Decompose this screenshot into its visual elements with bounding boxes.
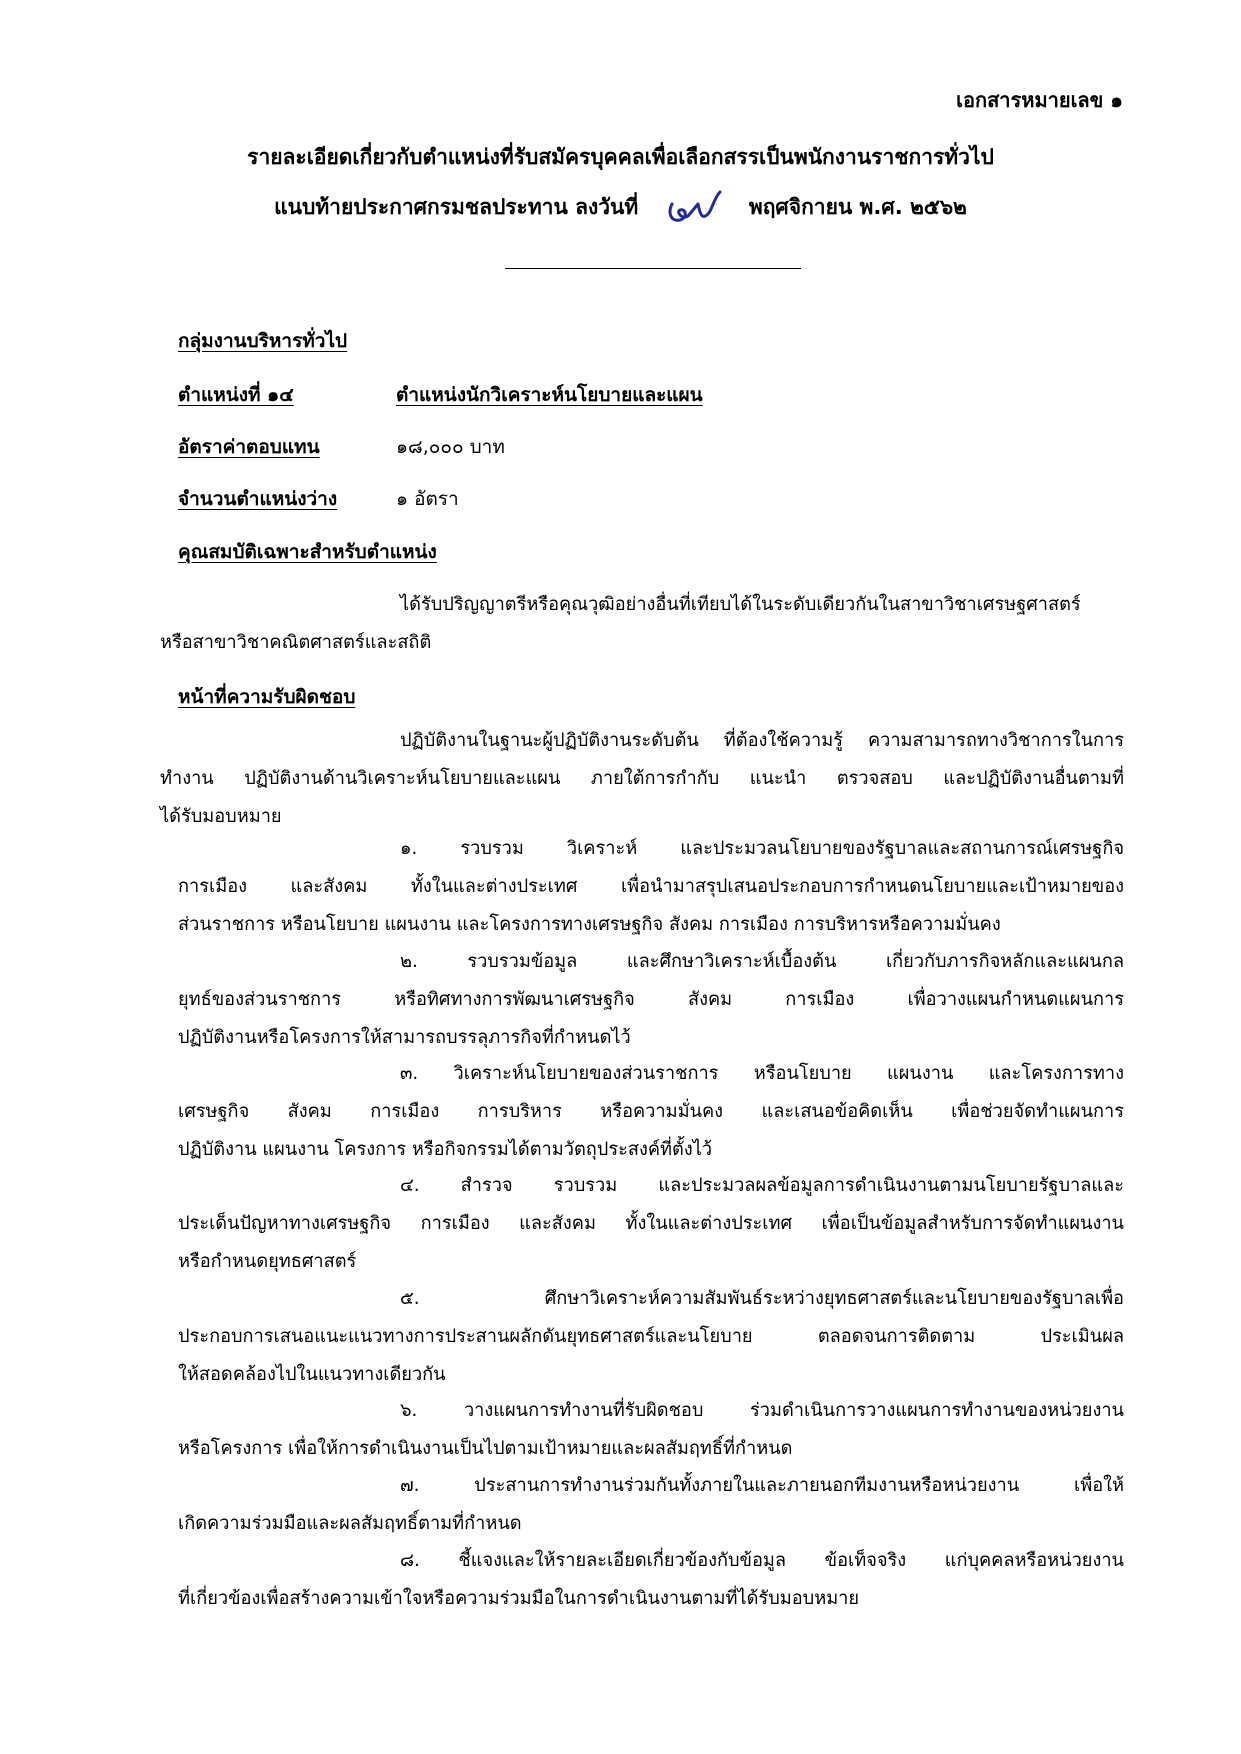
duty-item-1 <box>178 830 1124 944</box>
duty-line: เกิดความร่วมมือและผลสัมฤทธิ์ตามที่กำหนด <box>178 1513 522 1534</box>
duty-line: ๖. วางแผนการทำงานที่รับผิดชอบ ร่วมดำเนินการวางแผนการทำงานของหน่วยงาน <box>400 1400 1124 1421</box>
duties-intro <box>160 722 1124 836</box>
duty-line: ๗. ประสานการทำงานร่วมกันทั้งภายในและภายนอกทีมงานหรือหน่วยงาน เพื่อให้ <box>400 1475 1124 1496</box>
duty-item-8 <box>178 1542 1124 1618</box>
duty-line: ๑. รวบรวม วิเคราะห์ และประมวลนโยบายของรัฐบาลและสถานการณ์เศรษฐกิจ <box>400 838 1124 859</box>
qualification-paragraph <box>160 586 1124 662</box>
position-label: ตำแหน่งที่ ๑๔ <box>178 384 294 406</box>
duty-item-3 <box>178 1055 1124 1169</box>
salary-value: ๑๘,๐๐๐ บาท <box>396 436 505 458</box>
salary-label: อัตราค่าตอบแทน <box>178 436 320 458</box>
duty-line: เศรษฐกิจ สังคม การเมือง การบริหาร หรือความมั่นคง และเสนอข้อคิดเห็น เพื่อช่วยจัดทำแผนการ <box>178 1101 1124 1122</box>
duty-line: ยุทธ์ของส่วนราชการ หรือทิศทางการพัฒนาเศรษฐกิจ สังคม การเมือง เพื่อวางแผนกำหนดแผนการ <box>178 989 1124 1010</box>
duty-line: หรือโครงการ เพื่อให้การดำเนินงานเป็นไปตามเป้าหมายและผลสัมฤทธิ์ที่กำหนด <box>178 1438 793 1459</box>
vacancy-label: จำนวนตำแหน่งว่าง <box>178 488 338 510</box>
duty-line: ปฏิบัติงานหรือโครงการให้สามารถบรรลุภารกิจที่กำหนดไว้ <box>178 1027 631 1048</box>
header-divider <box>505 268 801 269</box>
duty-line: หรือกำหนดยุทธศาสตร์ <box>178 1251 357 1272</box>
duty-line: ๕. ศึกษาวิเคราะห์ความสัมพันธ์ระหว่างยุทธศาสตร์และนโยบายของรัฐบาลเพื่อ <box>400 1288 1124 1309</box>
duty-item-5 <box>178 1280 1124 1394</box>
duty-line: ส่วนราชการ หรือนโยบาย แผนงาน และโครงการทางเศรษฐกิจ สังคม การเมือง การบริหารหรือความมั่นคง <box>178 914 1001 935</box>
duty-line: ปฏิบัติงาน แผนงาน โครงการ หรือกิจกรรมได้ตามวัตถุประสงค์ที่ตั้งไว้ <box>178 1139 713 1160</box>
document-number: เอกสารหมายเลข ๑ <box>956 88 1123 112</box>
duty-line: ๘. ชี้แจงและให้รายละเอียดเกี่ยวข้องกับข้อมูล ข้อเท็จจริง แก่บุคคลหรือหน่วยงาน <box>400 1550 1124 1571</box>
position-value: ตำแหน่งนักวิเคราะห์นโยบายและแผน <box>396 384 703 406</box>
duty-line: ๒. รวบรวมข้อมูล และศึกษาวิเคราะห์เบื้องต้น เกี่ยวกับภารกิจหลักและแผนกล <box>400 951 1124 972</box>
group-heading: กลุ่มงานบริหารทั่วไป <box>178 330 348 352</box>
duties-heading: หน้าที่ความรับผิดชอบ <box>178 686 356 708</box>
duty-line: ประกอบการเสนอแนะแนวทางการประสานผลักดันยุทธศาสตร์และนโยบาย ตลอดจนการติดตาม ประเมินผล <box>178 1326 1124 1347</box>
duties-intro-line: ได้รับมอบหมาย <box>160 806 282 827</box>
handwritten-date-signature <box>664 190 724 226</box>
vacancy-value: ๑ อัตรา <box>396 488 459 510</box>
duties-intro-line: ทำงาน ปฏิบัติงานด้านวิเคราะห์นโยบายและแผน ภายใต้การกำกับ แนะนำ ตรวจสอบ และปฏิบัติงานอื่นตามที่ <box>160 768 1124 789</box>
duty-item-4 <box>178 1167 1124 1281</box>
document-subtitle <box>0 190 1241 226</box>
duties-intro-line: ปฏิบัติงานในฐานะผู้ปฏิบัติงานระดับต้น ที่ต้องใช้ความรู้ ความสามารถทางวิชาการในการ <box>400 730 1124 751</box>
qualification-line: หรือสาขาวิชาคณิตศาสตร์และสถิติ <box>160 632 432 653</box>
subtitle-after-date: พฤศจิกายน พ.ศ. ๒๕๖๒ <box>748 195 967 219</box>
qualification-line: ได้รับปริญญาตรีหรือคุณวุฒิอย่างอื่นที่เทียบได้ในระดับเดียวกันในสาขาวิชาเศรษฐศาสตร์ <box>400 594 1081 615</box>
duty-item-2 <box>178 943 1124 1057</box>
duty-line: ให้สอดคล้องไปในแนวทางเดียวกัน <box>178 1364 446 1385</box>
duty-line: การเมือง และสังคม ทั้งในและต่างประเทศ เพื่อนำมาสรุปเสนอประกอบการกำหนดนโยบายและเป้าหมายของ <box>178 876 1124 897</box>
duty-line: ๓. วิเคราะห์นโยบายของส่วนราชการ หรือนโยบาย แผนงาน และโครงการทาง <box>400 1063 1124 1084</box>
qualification-heading: คุณสมบัติเฉพาะสำหรับตำแหน่ง <box>178 541 437 563</box>
duty-line: ประเด็นปัญหาทางเศรษฐกิจ การเมือง และสังคม ทั้งในและต่างประเทศ เพื่อเป็นข้อมูลสำหรับการจัดทำแผนงาน <box>178 1213 1124 1234</box>
document-title: รายละเอียดเกี่ยวกับตำแหน่งที่รับสมัครบุคคลเพื่อเลือกสรรเป็นพนักงานราชการทั่วไป <box>247 145 994 169</box>
duty-item-6 <box>178 1392 1124 1468</box>
duty-line: ที่เกี่ยวข้องเพื่อสร้างความเข้าใจหรือความร่วมมือในการดำเนินงานตามที่ได้รับมอบหมาย <box>178 1588 860 1609</box>
subtitle-before-date: แนบท้ายประกาศกรมชลประทาน ลงวันที่ <box>274 195 639 219</box>
duty-line: ๔. สำรวจ รวบรวม และประมวลผลข้อมูลการดำเนินงานตามนโยบายรัฐบาลและ <box>400 1175 1124 1196</box>
duty-item-7 <box>178 1467 1124 1543</box>
